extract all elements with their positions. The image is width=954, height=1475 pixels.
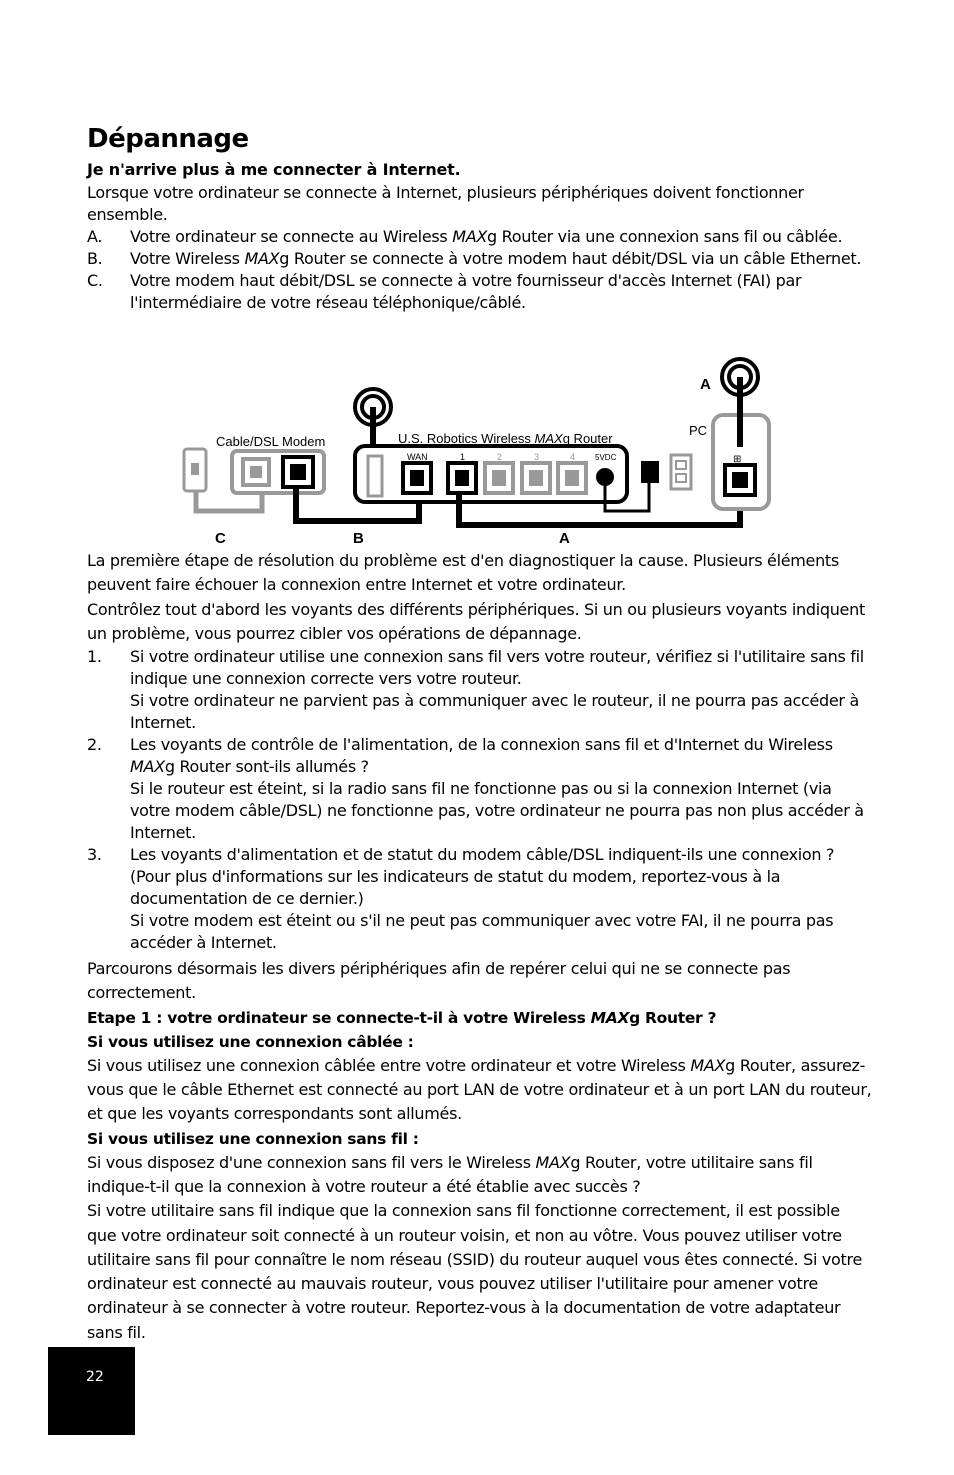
page-number: 22 [86, 1369, 104, 1385]
document-page [87, 122, 872, 1345]
letter-a-wireless: A [700, 376, 711, 393]
port-label: 3 [534, 452, 540, 462]
paragraph: Si vous disposez d'une connexion sans fil vers le Wireless MAXg Router, votre utilitaire sans fil indique-t-il que la connexion à votre routeur a été établie avec succès ? [87, 1152, 813, 1196]
port-label: 2 [497, 452, 503, 462]
letter-a: A [559, 530, 570, 547]
paragraph: Contrôlez tout d'abord les voyants des différents périphériques. Si un ou plusieurs voyants indiquent un problème, vous pourrez cibler vos opérations de dépannage. [87, 599, 865, 643]
power-jack-icon [596, 468, 614, 486]
list-marker: 2. [87, 735, 102, 755]
list-text: Si le routeur est éteint, si la radio sans fil ne fonctionne pas ou si la connexion Internet (via votre modem câble/DSL) ne fonctionne pas, votre ordinateur ne pourra pas non plus accéder à Internet. [130, 779, 864, 843]
list-text: Si votre ordinateur utilise une connexion sans fil vers votre routeur, vérifiez si l'utilitaire sans fil indique une connexion correcte vers votre routeur. [130, 647, 864, 689]
list-text: Votre Wireless MAXg Router se connecte à votre modem haut débit/DSL via un câble Ethernet. [130, 249, 862, 268]
list-item [87, 226, 872, 248]
connection-diagram-svg [87, 343, 872, 549]
wireless-heading: Si vous utilisez une connexion sans fil : [87, 1129, 419, 1148]
paragraph: Si votre utilitaire sans fil indique que la connexion sans fil fonctionne correctement, il est possible que votre ordinateur soit connecté à un routeur voisin, et non au vôtre. Vous pouvez utiliser votre utilitaire sans fil pour connaître le nom réseau (SSID) du routeur auquel vous êtes connecté. Si votre ordinateur est connecté au mauvais routeur, vous pouvez utiliser l'utilitaire pour amener votre ordinateur à se connecter à votre routeur. Reportez-vous à la documentation de votre adaptateur sans fil. [87, 1201, 862, 1342]
power-label: 5VDC [595, 453, 617, 462]
list-marker: 1. [87, 647, 102, 667]
list-text: Les voyants d'alimentation et de statut du modem câble/DSL indiquent-ils une connexion ? (Pour plus d'informations sur les indicateurs de statut du modem, reportez-vous à la documentation de ce dernier.) [130, 845, 835, 909]
letter-b: B [353, 530, 364, 547]
abc-list [87, 226, 872, 314]
power-adapter-icon [641, 461, 659, 483]
list-item [87, 248, 872, 270]
paragraph: Parcourons désormais les divers périphériques afin de repérer celui qui ne se connecte pas correctement. [87, 959, 791, 1003]
list-text: Les voyants de contrôle de l'alimentation, de la connexion sans fil et d'Internet du Wireless MAXg Router sont-ils allumés ? [130, 735, 833, 777]
port-label: 4 [570, 452, 576, 462]
section-subtitle: Je n'arrive plus à me connecter à Internet. [87, 160, 461, 179]
pc-label: PC [689, 423, 708, 438]
list-marker: 3. [87, 845, 102, 865]
list-item [87, 844, 872, 954]
network-icon: ⊞ [733, 454, 742, 465]
port-label: 1 [460, 452, 466, 462]
check-list [87, 646, 872, 954]
connection-diagram [87, 343, 872, 549]
intro-paragraph: Lorsque votre ordinateur se connecte à Internet, plusieurs périphériques doivent fonctionner ensemble. [87, 183, 804, 224]
list-text: Votre ordinateur se connecte au Wireless MAXg Router via une connexion sans fil ou câblée. [130, 227, 843, 246]
letter-c: C [215, 530, 226, 547]
list-item [87, 734, 872, 844]
list-marker: B. [87, 249, 103, 268]
wan-label: WAN [407, 452, 428, 462]
list-marker: A. [87, 227, 103, 246]
list-text: Si votre modem est éteint ou s'il ne peut pas communiquer avec votre FAI, il ne pourra pas accéder à Internet. [130, 911, 834, 953]
list-item [87, 646, 872, 734]
step1-heading: Etape 1 : votre ordinateur se connecte-t-il à votre Wireless MAXg Router ? [87, 1008, 717, 1027]
paragraph: Si vous utilisez une connexion câblée entre votre ordinateur et votre Wireless MAXg Router, assurez-vous que le câble Ethernet est connecté au port LAN de votre ordinateur et à un port LAN du routeur, et que les voyants correspondants sont allumés. [87, 1055, 872, 1124]
page-title: Dépannage [87, 124, 249, 154]
list-marker: C. [87, 271, 103, 290]
list-item [87, 270, 872, 314]
list-text: Si votre ordinateur ne parvient pas à communiquer avec le routeur, il ne pourra pas accéder à Internet. [130, 691, 859, 733]
paragraph: La première étape de résolution du problème est d'en diagnostiquer la cause. Plusieurs éléments peuvent faire échouer la connexion entre Internet et votre ordinateur. [87, 551, 839, 595]
list-text: Votre modem haut débit/DSL se connecte à votre fournisseur d'accès Internet (FAI) par l'intermédiaire de votre réseau téléphonique/câblé. [130, 271, 802, 312]
wall-jack-port [191, 463, 199, 475]
wired-heading: Si vous utilisez une connexion câblée : [87, 1032, 414, 1051]
page-number-box [48, 1347, 135, 1435]
router-label: U.S. Robotics Wireless MAXg Router [398, 431, 613, 446]
modem-label: Cable/DSL Modem [216, 434, 326, 449]
